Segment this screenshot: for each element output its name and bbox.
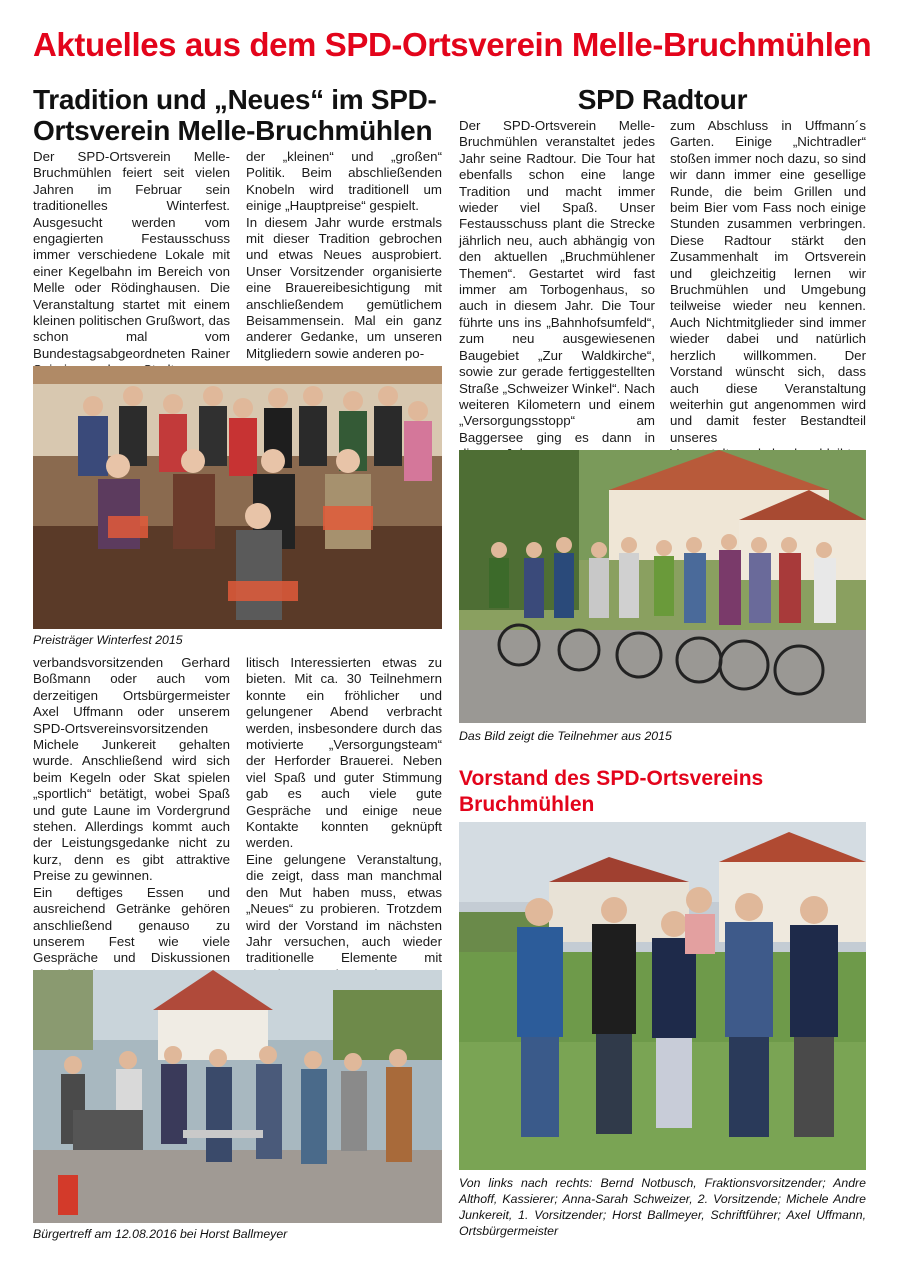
paragraph: verbandsvorsitzenden Gerhard Boßmann oder auch vom derzeitigen Ortsbürgermeister Axel Uffmann oder unserem SPD-Ortsvereinsvorsitzenden Michele Junkereit gehalten wurde. Anschließend wird sich beim Kegeln oder Skat spielen „sportlich“ betätigt, wobei Spaß und gute Laune im Vordergrund stehen. Allerdings kommt auch der Leistungsgedanke nicht zu kurz, denn es gibt attraktive Preise zu gewinnen. bbox=[33, 655, 230, 884]
article1-title-line1: Tradition und „Neues“ im SPD- bbox=[33, 84, 437, 115]
article3-title bbox=[459, 766, 866, 818]
article3-title-line1: Vorstand des SPD-Ortsvereins bbox=[459, 767, 764, 790]
photo-radtour-image bbox=[459, 450, 866, 723]
article1-col2-top bbox=[246, 149, 442, 362]
photo-radtour-caption: Das Bild zeigt die Teilnehmer aus 2015 bbox=[459, 729, 672, 743]
article2-col2 bbox=[670, 118, 866, 463]
photo-buergertreff-image bbox=[33, 970, 442, 1223]
article2-title: SPD Radtour bbox=[577, 84, 748, 115]
article1-col2-bottom bbox=[246, 655, 442, 1000]
paragraph: zum Abschluss in Uffmann´s Garten. Einige „Nichtradler“ stoßen immer noch dazu, so sind wir dann immer eine gesellige Runde, die beim Grillen und beim Bier vom Fass noch einige Stunden zusammen verbringen. Diese Radtour stärkt den Zusammenhalt im Ortsverein und gleichzeitig lernen wir Bruchmühlen und Umgebung teilweise wieder neu kennen. Auch Nichtmitglieder sind immer wieder dabei und natürlich herzlich willkommen. Der Vorstand wünscht sich, dass auch diese Veranstaltung weiterhin gut angenommen wird und damit fester Bestandteil unseres bbox=[670, 118, 866, 445]
article1-col1-bottom bbox=[33, 655, 230, 983]
article2-col1 bbox=[459, 118, 655, 463]
photo-buergertreff bbox=[33, 970, 442, 1223]
paragraph: Der SPD-Ortsverein Melle-Bruchmühlen veranstaltet jedes Jahr seine Radtour. Die Tour hat ebenfalls schon eine lange Tradition und macht immer wieder viel Spaß. Unser Festausschuss plant die Strecke jährlich neu, auch abhängig von den aktuellen „Bruchmühlener Themen“. Gestartet wird fast immer am Torbogenhaus, so auch in diesem Jahr. Die Tour führte uns ins „Bahnhofsumfeld“, zum neu ausgewiesenen Baugebiet „Zur Waldkirche“, sowie zur gerade fertiggestellten Straße „Schweizer Winkel“. Nach weiteren Kilometern und einem „Versorgungsstopp“ am Baggersee ging es dann in bbox=[459, 118, 655, 445]
paragraph: der „kleinen“ und „großen“ Politik. Beim abschließenden Knobeln wird traditionell um einige „Hauptpreise“ gespielt. bbox=[246, 149, 442, 214]
photo-winterfest-image bbox=[33, 366, 442, 629]
photo-radtour bbox=[459, 450, 866, 723]
paragraph: In diesem Jahr wurde erstmals mit dieser Tradition gebrochen und etwas Neues ausprobiert. Unser Vorsitzender organisierte eine Brauereibesichtigung mit anschließendem gemütlichem Beisammensein. Mal ein ganz anderer Gedanke, um unseren Mitgliedern sowie anderen po- bbox=[246, 214, 442, 361]
paragraph: Der SPD-Ortsverein Melle-Bruchmühlen feiert seit vielen Jahren im Februar sein traditionelles Winterfest. Ausgesucht werden vom engagierten Festausschuss immer verschiedene Lokale mit einer Kegelbahn im Bereich von Melle oder Rödinghausen. Die Veranstaltung startet mit einem kleinen politischen Grußwort, das schon mal vom Bundestagsabgeordneten Rainer bbox=[33, 149, 230, 361]
photo-winterfest bbox=[33, 366, 442, 629]
photo-vorstand bbox=[459, 822, 866, 1170]
article1-title-line2: Ortsverein Melle-Bruchmühlen bbox=[33, 115, 433, 146]
paragraph: Eine gelungene Veranstaltung, die zeigt, dass man manchmal den Mut haben muss, etwas „Neues“ zu probieren. Trotzdem wird der Vorstand im nächsten Jahr versuchen, auch wieder traditionelle Elemente mit bbox=[246, 851, 442, 966]
photo-buergertreff-caption: Bürgertreff am 12.08.2016 bei Horst Ballmeyer bbox=[33, 1227, 288, 1241]
photo-vorstand-caption: Von links nach rechts: Bernd Notbusch, Fraktionsvorsitzender; Andre Althoff, Kassierer; Anna-Sarah Schweizer, 2. Vorsitzende; Michele Andre Junkereit, 1. Vorsitzender; Horst Ballmeyer, Schriftführer; Axel Uffmann, Ortsbürgermeister bbox=[459, 1176, 866, 1238]
article1-col1-top bbox=[33, 149, 230, 379]
paragraph: litisch Interessierten etwas zu bieten. Mit ca. 30 Teilnehmern konnte ein fröhlicher und gelungener Abend verbracht werden, insbesondere durch das motivierte „Versorgungsteam“ der Herforder Brauerei. Neben viel Spaß und guter Stimmung gab es auch viele gute Gespräche und einige neue Kontakte konnten geknüpft werden. bbox=[246, 655, 442, 851]
photo-winterfest-caption: Preisträger Winterfest 2015 bbox=[33, 633, 183, 647]
photo-vorstand-image bbox=[459, 822, 866, 1170]
page-title: Aktuelles aus dem SPD-Ortsverein Melle-Bruchmühlen bbox=[33, 26, 872, 63]
paragraph: Ein deftiges Essen und ausreichend Getränke gehören anschließend genauso zu unserem Fest wie viele Gespräche und Diskussionen bbox=[33, 884, 230, 966]
article3-title-line2: Bruchmühlen bbox=[459, 793, 595, 816]
article1-title bbox=[33, 84, 453, 146]
